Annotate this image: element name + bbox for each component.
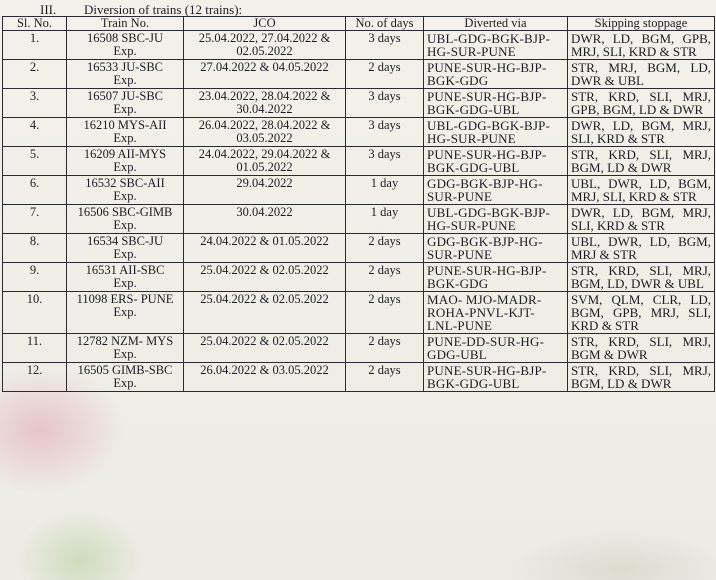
cell-sl-no xyxy=(3,60,67,89)
cell-skipping xyxy=(568,89,715,118)
cell-train-type: Exp. xyxy=(113,102,137,116)
cell-train-text: 16508 SBC-JU xyxy=(86,31,164,45)
cell-skipping-text: DWR, LD, BGM, MRJ, SLI, KRD & STR xyxy=(571,118,711,146)
cell-jco xyxy=(184,176,346,205)
cell-skipping xyxy=(568,363,715,392)
cell-sl-no xyxy=(3,176,67,205)
cell-jco-text: 23.04.2022, 28.04.2022 & 30.04.2022 xyxy=(198,89,331,116)
cell-sl-no xyxy=(3,263,67,292)
cell-diverted-via-text: MAO- MJO-MADR-ROHA-PNVL-KJT-LNL-PUNE xyxy=(427,292,542,333)
cell-days-text: 2 days xyxy=(368,60,401,74)
cell-days-text: 2 days xyxy=(368,234,401,248)
cell-jco xyxy=(184,334,346,363)
cell-jco-text: 25.04.2022 & 02.05.2022 xyxy=(200,263,329,277)
cell-jco-text: 27.04.2022 & 04.05.2022 xyxy=(200,60,329,74)
table-row xyxy=(3,205,715,234)
cell-jco-text: 29.04.2022 xyxy=(236,176,293,190)
table-row xyxy=(3,176,715,205)
cell-skipping-text: DWR, LD, BGM, MRJ, SLI, KRD & STR xyxy=(571,205,711,233)
cell-days-text: 3 days xyxy=(368,147,401,161)
cell-days-text: 1 day xyxy=(370,205,399,219)
cell-jco xyxy=(184,118,346,147)
cell-sl-no-text: 11. xyxy=(26,334,43,348)
header-diverted-via: Diverted via xyxy=(424,17,568,31)
cell-jco-text: 26.04.2022 & 03.05.2022 xyxy=(200,363,329,377)
cell-train-type: Exp. xyxy=(113,247,137,261)
cell-sl-no-text: 10. xyxy=(26,292,43,306)
cell-diverted-via xyxy=(424,31,568,60)
cell-train-type: Exp. xyxy=(113,189,137,203)
table-row xyxy=(3,31,715,60)
header-train-no: Train No. xyxy=(67,17,184,31)
cell-jco xyxy=(184,205,346,234)
cell-train-text: 16534 SBC-JU xyxy=(86,234,164,248)
cell-diverted-via xyxy=(424,334,568,363)
cell-diverted-via xyxy=(424,205,568,234)
cell-train-type: Exp. xyxy=(113,131,137,145)
table-row xyxy=(3,263,715,292)
cell-diverted-via xyxy=(424,234,568,263)
cell-jco xyxy=(184,292,346,334)
cell-jco xyxy=(184,31,346,60)
cell-days-text: 2 days xyxy=(368,363,401,377)
cell-skipping-text: DWR, LD, BGM, GPB, MRJ, SLI, KRD & STR xyxy=(571,31,711,59)
cell-sl-no-text: 5. xyxy=(29,147,40,161)
cell-days xyxy=(346,234,424,263)
cell-days-text: 2 days xyxy=(368,334,401,348)
table-row xyxy=(3,334,715,363)
cell-skipping-text: STR, KRD, SLI, MRJ, BGM, LD, DWR & UBL xyxy=(571,263,711,291)
cell-train xyxy=(67,31,184,60)
cell-days-text: 1 day xyxy=(370,176,399,190)
cell-diverted-via xyxy=(424,263,568,292)
cell-skipping xyxy=(568,60,715,89)
cell-train-text: 11098 ERS- PUNE xyxy=(76,292,174,306)
cell-diverted-via xyxy=(424,176,568,205)
cell-days xyxy=(346,176,424,205)
cell-diverted-via xyxy=(424,118,568,147)
cell-train-type: Exp. xyxy=(113,376,137,390)
cell-sl-no-text: 8. xyxy=(29,234,40,248)
cell-jco xyxy=(184,89,346,118)
cell-days xyxy=(346,263,424,292)
cell-train-text: 16531 AII-SBC xyxy=(85,263,165,277)
cell-train-text: 16507 JU-SBC xyxy=(86,89,164,103)
table-row xyxy=(3,147,715,176)
cell-sl-no-text: 3. xyxy=(29,89,40,103)
cell-train xyxy=(67,363,184,392)
cell-days xyxy=(346,205,424,234)
cell-train-type: Exp. xyxy=(113,305,137,319)
cell-sl-no xyxy=(3,118,67,147)
cell-skipping-text: STR, KRD, SLI, MRJ, BGM, LD & DWR xyxy=(571,363,711,391)
cell-diverted-via-text: UBL-GDG-BGK-BJP-HG-SUR-PUNE xyxy=(427,31,551,59)
cell-jco xyxy=(184,147,346,176)
cell-days-text: 3 days xyxy=(368,31,401,45)
cell-train xyxy=(67,118,184,147)
cell-skipping-text: STR, KRD, SLI, MRJ, BGM, LD & DWR xyxy=(571,147,711,175)
cell-days-text: 2 days xyxy=(368,263,401,277)
cell-days-text: 3 days xyxy=(368,89,401,103)
cell-skipping-text: STR, KRD, SLI, MRJ, BGM & DWR xyxy=(571,334,711,362)
cell-jco xyxy=(184,234,346,263)
cell-train xyxy=(67,89,184,118)
cell-sl-no xyxy=(3,363,67,392)
cell-skipping xyxy=(568,176,715,205)
cell-diverted-via-text: UBL-GDG-BGK-BJP-HG-SUR-PUNE xyxy=(427,205,551,233)
cell-sl-no-text: 6. xyxy=(29,176,40,190)
cell-diverted-via-text: PUNE-SUR-HG-BJP-BGK-GDG-UBL xyxy=(427,89,547,117)
cell-train-type: Exp. xyxy=(113,73,137,87)
cell-train xyxy=(67,147,184,176)
header-days: No. of days xyxy=(346,17,424,31)
cell-jco-text: 25.04.2022 & 02.05.2022 xyxy=(200,292,329,306)
cell-train-type: Exp. xyxy=(113,347,137,361)
cell-days xyxy=(346,363,424,392)
cell-diverted-via xyxy=(424,147,568,176)
cell-train xyxy=(67,234,184,263)
cell-sl-no xyxy=(3,205,67,234)
cell-skipping-text: STR, KRD, SLI, MRJ, GPB, BGM, LD & DWR xyxy=(571,89,711,117)
cell-sl-no-text: 9. xyxy=(29,263,40,277)
cell-train xyxy=(67,176,184,205)
cell-train xyxy=(67,205,184,234)
cell-skipping xyxy=(568,334,715,363)
cell-train-text: 12782 NZM- MYS xyxy=(76,334,174,348)
table-header-row xyxy=(3,17,715,31)
cell-train xyxy=(67,60,184,89)
cell-skipping xyxy=(568,263,715,292)
header-jco: JCO xyxy=(184,17,346,31)
cell-train-text: 16210 MYS-AII xyxy=(83,118,167,132)
diversion-table xyxy=(2,16,715,392)
cell-days xyxy=(346,118,424,147)
cell-jco xyxy=(184,263,346,292)
cell-train-type: Exp. xyxy=(113,276,137,290)
cell-days xyxy=(346,31,424,60)
cell-diverted-via-text: PUNE-SUR-HG-BJP-BGK-GDG-UBL xyxy=(427,147,547,175)
cell-diverted-via-text: PUNE-SUR-HG-BJP-BGK-GDG xyxy=(427,60,547,88)
cell-skipping-text: UBL, DWR, LD, BGM, MRJ, SLI, KRD & STR xyxy=(571,176,711,204)
cell-diverted-via xyxy=(424,292,568,334)
cell-skipping-text: STR, MRJ, BGM, LD, DWR & UBL xyxy=(571,60,711,88)
cell-train-text: 16533 JU-SBC xyxy=(86,60,164,74)
cell-sl-no-text: 7. xyxy=(29,205,40,219)
cell-jco xyxy=(184,363,346,392)
table-row xyxy=(3,234,715,263)
cell-jco-text: 24.04.2022, 29.04.2022 & 01.05.2022 xyxy=(198,147,331,174)
cell-diverted-via xyxy=(424,89,568,118)
cell-train-text: 16209 AII-MYS xyxy=(83,147,167,161)
cell-train-text: 16506 SBC-GIMB xyxy=(77,205,173,219)
cell-train-text: 16532 SBC-AII xyxy=(85,176,165,190)
cell-sl-no xyxy=(3,147,67,176)
cell-diverted-via-text: PUNE-SUR-HG-BJP-BGK-GDG-UBL xyxy=(427,363,547,391)
section-number: III. xyxy=(40,2,57,17)
cell-sl-no xyxy=(3,334,67,363)
cell-days xyxy=(346,60,424,89)
cell-sl-no-text: 12. xyxy=(26,363,43,377)
cell-jco xyxy=(184,60,346,89)
cell-diverted-via-text: GDG-BGK-BJP-HG-SUR-PUNE xyxy=(427,176,543,204)
cell-days xyxy=(346,292,424,334)
header-skipping-stoppage: Skipping stoppage xyxy=(568,17,715,31)
cell-sl-no-text: 1. xyxy=(29,31,40,45)
cell-sl-no xyxy=(3,292,67,334)
cell-jco-text: 25.04.2022, 27.04.2022 & 02.05.2022 xyxy=(198,31,331,58)
cell-jco-text: 25.04.2022 & 02.05.2022 xyxy=(200,334,329,348)
cell-train xyxy=(67,263,184,292)
table-row xyxy=(3,60,715,89)
cell-train-type: Exp. xyxy=(113,218,137,232)
cell-train-text: 16505 GIMB-SBC xyxy=(77,363,173,377)
cell-days xyxy=(346,147,424,176)
cell-days-text: 3 days xyxy=(368,118,401,132)
table-row xyxy=(3,363,715,392)
cell-sl-no-text: 4. xyxy=(29,118,40,132)
cell-jco-text: 26.04.2022, 28.04.2022 & 03.05.2022 xyxy=(198,118,331,145)
cell-diverted-via-text: GDG-BGK-BJP-HG-SUR-PUNE xyxy=(427,234,543,262)
cell-train-type: Exp. xyxy=(113,160,137,174)
cell-sl-no xyxy=(3,31,67,60)
cell-skipping xyxy=(568,292,715,334)
cell-skipping xyxy=(568,234,715,263)
cell-days-text: 2 days xyxy=(368,292,401,306)
cell-diverted-via xyxy=(424,60,568,89)
cell-train xyxy=(67,292,184,334)
table-row xyxy=(3,89,715,118)
cell-jco-text: 24.04.2022 & 01.05.2022 xyxy=(200,234,329,248)
table-row xyxy=(3,118,715,147)
cell-skipping xyxy=(568,118,715,147)
cell-diverted-via-text: UBL-GDG-BGK-BJP-HG-SUR-PUNE xyxy=(427,118,551,146)
cell-skipping xyxy=(568,205,715,234)
cell-sl-no xyxy=(3,234,67,263)
cell-sl-no xyxy=(3,89,67,118)
cell-diverted-via-text: PUNE-SUR-HG-BJP-BGK-GDG xyxy=(427,263,547,291)
cell-days xyxy=(346,89,424,118)
table-row xyxy=(3,292,715,334)
cell-skipping-text: SVM, QLM, CLR, LD, BGM, GPB, MRJ, SLI, KRD & STR xyxy=(571,292,711,333)
cell-days xyxy=(346,334,424,363)
cell-train-type: Exp. xyxy=(113,44,137,58)
section-title: Diversion of trains (12 trains): xyxy=(84,2,243,17)
cell-sl-no-text: 2. xyxy=(29,60,40,74)
cell-jco-text: 30.04.2022 xyxy=(236,205,293,219)
cell-skipping-text: UBL, DWR, LD, BGM, MRJ & STR xyxy=(571,234,711,262)
cell-skipping xyxy=(568,31,715,60)
header-sl-no: Sl. No. xyxy=(3,17,67,31)
cell-diverted-via-text: PUNE-DD-SUR-HG-GDG-UBL xyxy=(427,334,545,362)
cell-train xyxy=(67,334,184,363)
cell-diverted-via xyxy=(424,363,568,392)
cell-skipping xyxy=(568,147,715,176)
